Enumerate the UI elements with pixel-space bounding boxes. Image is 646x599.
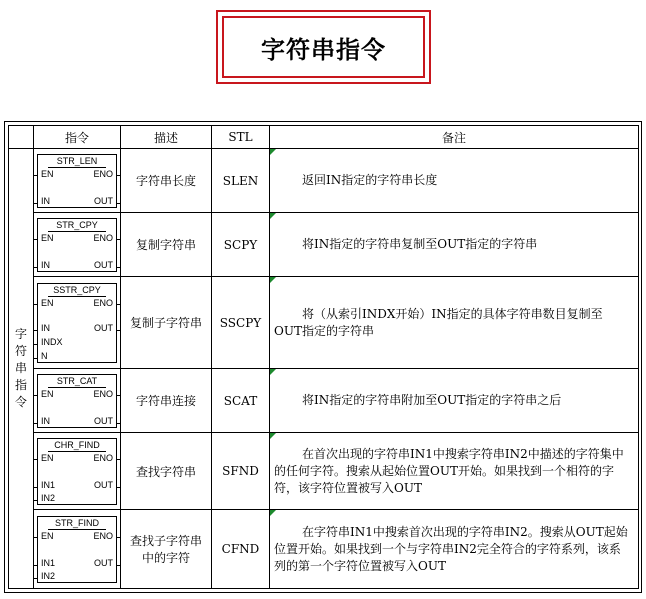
function-block-str-len: [37, 154, 117, 208]
function-block-sstr-cpy: [37, 283, 117, 363]
pin-in: IN: [41, 322, 50, 333]
note-text-first: 在首次出现的字符串IN1中搜索字符串IN2中描述的字符集: [302, 446, 612, 461]
fb-name: SSTR_CPY: [53, 284, 101, 295]
table-row: [9, 213, 639, 277]
description-line-1: 查找子字符串: [129, 534, 202, 548]
note-cell: [270, 510, 639, 589]
pin-en: EN: [41, 388, 54, 399]
note-text-first: 在字符串IN1中搜索首次出现的字符串IN2。搜索从OUT起始: [302, 524, 628, 539]
note-text-rest: 位置开始。如果找到一个与字符串IN2完全符合的字符系列，该系列的第一个字符位置被写入OUT: [274, 541, 621, 573]
pin-en: EN: [41, 168, 54, 179]
header-description: 描述: [121, 126, 212, 149]
pin-out: OUT: [94, 322, 113, 333]
fb-cell: [34, 149, 121, 213]
pin-in: IN: [41, 415, 50, 426]
pin-n: N: [41, 350, 48, 361]
fb-name: STR_LEN: [56, 155, 98, 166]
stl-cell: CFND: [212, 510, 270, 589]
green-marker-icon: [270, 149, 276, 155]
header-note: 备注: [270, 126, 639, 149]
pin-out: OUT: [94, 415, 113, 426]
note-text-rest: 中的任何字符。搜索从起始位置OUT开始。如果找到一个相符的字符，该字符位置被写入OUT: [274, 446, 624, 495]
fb-cell: [34, 510, 121, 589]
stl-cell: SSCPY: [212, 277, 270, 369]
note-cell: [270, 433, 639, 510]
pin-out: OUT: [94, 195, 113, 206]
instruction-table: [8, 125, 639, 589]
description-line-2: 中的字符: [141, 551, 190, 565]
function-block-chr-find: [37, 438, 117, 505]
stl-cell: SFND: [212, 433, 270, 510]
pin-in2: IN2: [41, 570, 56, 581]
fb-cell: [34, 277, 121, 369]
fb-name: STR_CAT: [56, 375, 98, 386]
table-row: [9, 149, 639, 213]
pin-eno: ENO: [93, 297, 113, 308]
note-text-rest: 指定的字符串: [301, 323, 374, 338]
table-row: [9, 433, 639, 510]
green-marker-icon: [270, 277, 276, 283]
pin-in: IN: [41, 195, 50, 206]
group-label-cell: [9, 149, 34, 589]
pin-eno: ENO: [93, 388, 113, 399]
note-cell: [270, 213, 639, 277]
pin-out: OUT: [94, 557, 113, 568]
function-block-str-cat: [37, 374, 117, 428]
fb-name: STR_CPY: [56, 219, 98, 230]
description-cell: 复制子字符串: [121, 277, 212, 369]
pin-eno: ENO: [93, 168, 113, 179]
table-row: [9, 369, 639, 433]
pin-out: OUT: [94, 259, 113, 270]
pin-eno: ENO: [93, 530, 113, 541]
pin-indx: INDX: [41, 336, 63, 347]
pin-en: EN: [41, 530, 54, 541]
group-label: 字符串指令: [14, 327, 27, 409]
green-marker-icon: [270, 369, 276, 375]
header-blank: [9, 126, 34, 149]
stl-cell: SLEN: [212, 149, 270, 213]
pin-en: EN: [41, 297, 54, 308]
pin-in1: IN1: [41, 557, 56, 568]
green-marker-icon: [270, 213, 276, 219]
title-box: [216, 10, 431, 84]
pin-in1: IN1: [41, 479, 56, 490]
fb-name: CHR_FIND: [54, 439, 100, 450]
description-cell: 查找字符串: [121, 433, 212, 510]
pin-in2: IN2: [41, 492, 56, 503]
stl-cell: SCPY: [212, 213, 270, 277]
stl-cell: SCAT: [212, 369, 270, 433]
table-row: [9, 277, 639, 369]
green-marker-icon: [270, 433, 276, 439]
pin-eno: ENO: [93, 452, 113, 463]
note-cell: [270, 277, 639, 369]
pin-out: OUT: [94, 479, 113, 490]
pin-eno: ENO: [93, 232, 113, 243]
description-cell: 字符串连接: [121, 369, 212, 433]
fb-cell: [34, 213, 121, 277]
page-title: 字符串指令: [222, 16, 425, 78]
description-cell: 字符串长度: [121, 149, 212, 213]
description-cell: [121, 510, 212, 589]
header-stl: STL: [212, 126, 270, 149]
pin-in: IN: [41, 259, 50, 270]
note-text: 将IN指定的字符串附加至OUT指定的字符串之后: [302, 393, 562, 407]
green-marker-icon: [270, 510, 276, 516]
header-instruction: 指令: [34, 126, 121, 149]
note-text: 返回IN指定的字符串长度: [302, 173, 438, 187]
pin-en: EN: [41, 232, 54, 243]
note-cell: [270, 369, 639, 433]
function-block-str-cpy: [37, 218, 117, 272]
fb-cell: [34, 433, 121, 510]
pin-en: EN: [41, 452, 54, 463]
note-cell: [270, 149, 639, 213]
fb-name: STR_FIND: [54, 517, 99, 528]
note-text-first: 将（从索引INDX开始）IN指定的具体字符串数目复制至OUT: [274, 306, 603, 338]
header-row: [9, 126, 639, 149]
note-text: 将IN指定的字符串复制至OUT指定的字符串: [302, 237, 538, 251]
function-block-str-find: [37, 516, 117, 583]
description-cell: 复制字符串: [121, 213, 212, 277]
fb-cell: [34, 369, 121, 433]
table-row: [9, 510, 639, 589]
string-instruction-table: [4, 121, 642, 593]
